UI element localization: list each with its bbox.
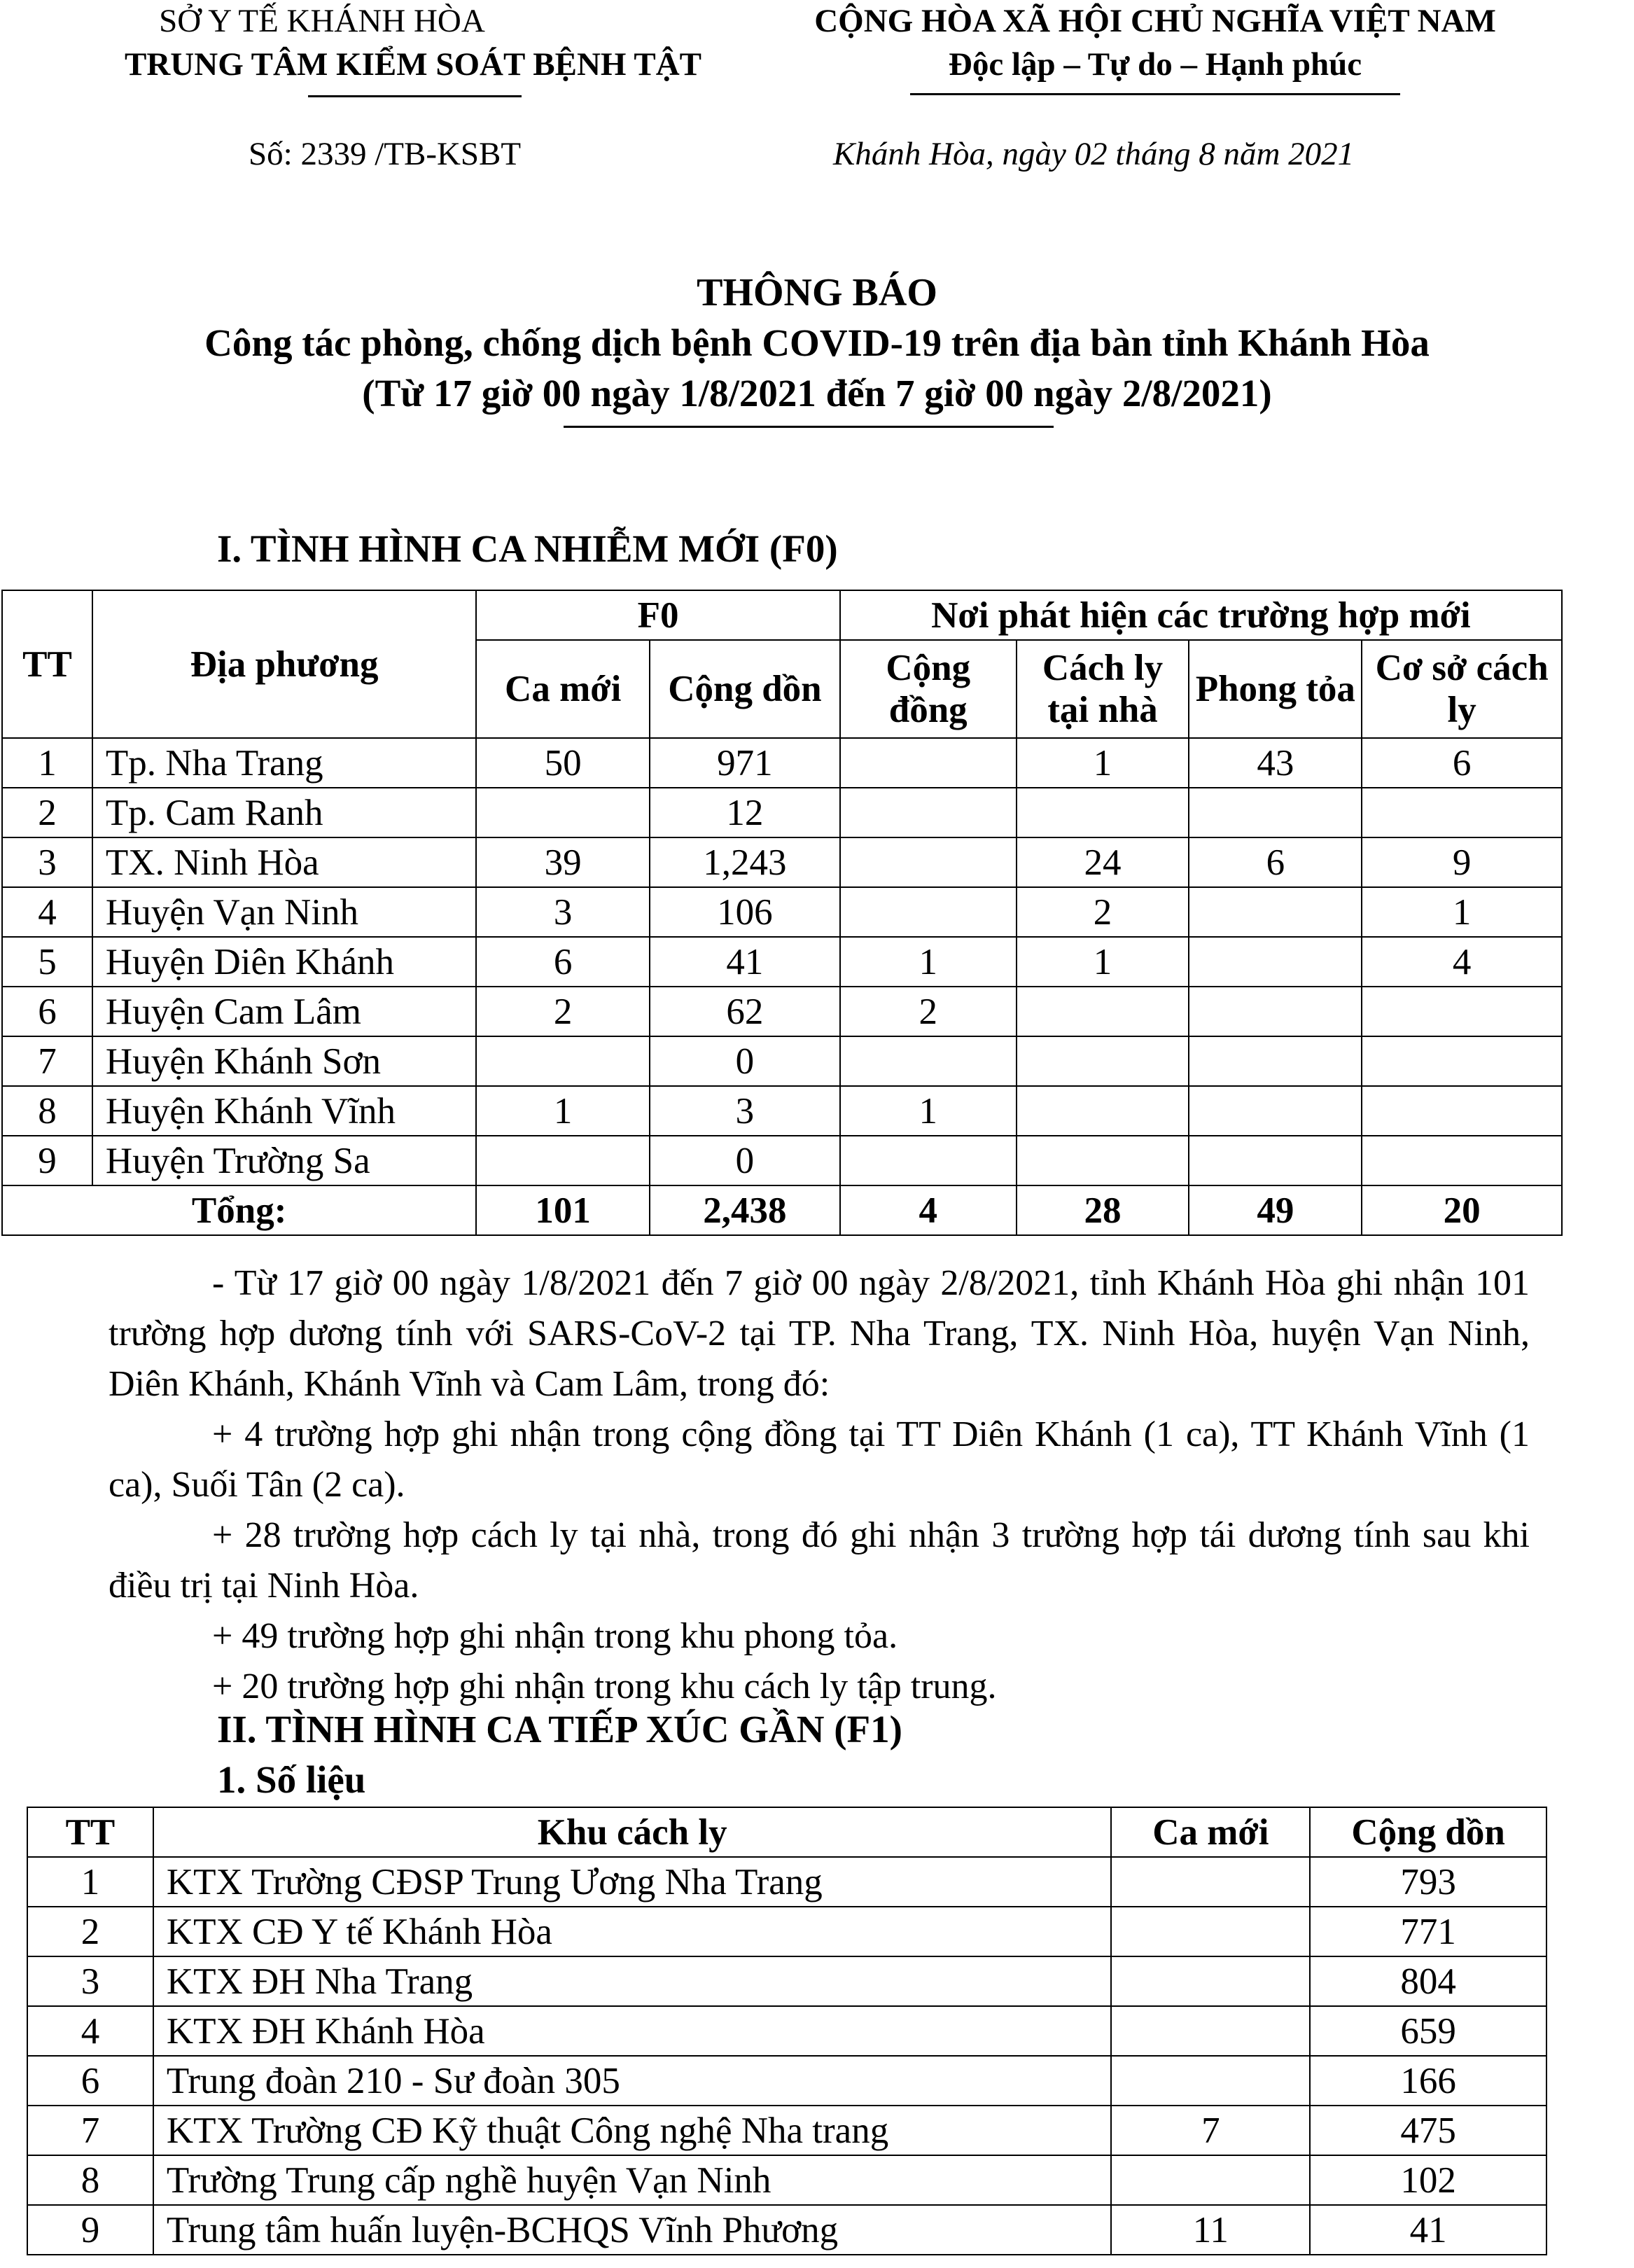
- col-lockdown: Phong tỏa: [1189, 640, 1362, 738]
- cell-cumulative: 804: [1310, 1956, 1546, 2006]
- cell-new-cases: [1111, 1956, 1310, 2006]
- table-row: [2, 738, 1562, 788]
- col-tt: TT: [2, 590, 92, 738]
- cell-tt: 7: [2, 1036, 92, 1086]
- cell-cumulative: 793: [1310, 1857, 1546, 1907]
- cell-cumulative: 1,243: [650, 837, 840, 887]
- cell-tt: 2: [2, 788, 92, 837]
- f1-col-new-cases: Ca mới: [1111, 1807, 1310, 1857]
- table-row: [27, 2205, 1546, 2255]
- cell-home: [1017, 987, 1189, 1036]
- cell-new-cases: 6: [476, 937, 650, 987]
- cell-lockdown: [1189, 937, 1362, 987]
- cell-cumulative: 106: [650, 887, 840, 937]
- cell-new-cases: 11: [1111, 2205, 1310, 2255]
- cell-place: TX. Ninh Hòa: [92, 837, 476, 887]
- cell-tt: 6: [2, 987, 92, 1036]
- document-number: Số: 2339 /TB-KSBT: [249, 136, 522, 172]
- cell-zone: Trường Trung cấp nghề huyện Vạn Ninh: [153, 2155, 1112, 2205]
- f1-col-zone: Khu cách ly: [153, 1807, 1112, 1857]
- cell-lockdown: [1189, 987, 1362, 1036]
- cell-cumulative: 62: [650, 987, 840, 1036]
- right-header-rule: [910, 93, 1400, 95]
- table-row: [2, 937, 1562, 987]
- cell-home: [1017, 1036, 1189, 1086]
- cell-home: [1017, 1086, 1189, 1136]
- section-2-heading: II. TÌNH HÌNH CA TIẾP XÚC GẦN (F1): [217, 1708, 902, 1751]
- cell-facility: [1362, 1086, 1562, 1136]
- cell-community: 1: [840, 937, 1017, 987]
- cell-tt: 9: [2, 1136, 92, 1185]
- lockdown-paragraph: + 49 trường hợp ghi nhận trong khu phong tỏa.: [212, 1616, 898, 1656]
- cell-cumulative: 102: [1310, 2155, 1546, 2205]
- cell-tt: 1: [27, 1857, 153, 1907]
- cell-community: [840, 887, 1017, 937]
- cell-new-cases: [476, 788, 650, 837]
- cell-community: 1: [840, 1086, 1017, 1136]
- col-found: Nơi phát hiện các trường hợp mới: [840, 590, 1562, 640]
- cell-tt: 1: [2, 738, 92, 788]
- cell-lockdown: [1189, 1036, 1362, 1086]
- facility-paragraph: + 20 trường hợp ghi nhận trong khu cách ly tập trung.: [212, 1667, 997, 1706]
- total-row: [2, 1185, 1562, 1235]
- cell-new-cases: [1111, 1907, 1310, 1956]
- cell-new-cases: [476, 1036, 650, 1086]
- cell-zone: Trung đoàn 210 - Sư đoàn 305: [153, 2056, 1112, 2106]
- cell-cumulative: 3: [650, 1086, 840, 1136]
- cell-tt: 9: [27, 2205, 153, 2255]
- cell-community: [840, 837, 1017, 887]
- cell-place: Huyện Vạn Ninh: [92, 887, 476, 937]
- cell-cumulative: 12: [650, 788, 840, 837]
- table-row: [27, 2155, 1546, 2205]
- cell-new-cases: 39: [476, 837, 650, 887]
- cell-cumulative: 0: [650, 1036, 840, 1086]
- table-row: [2, 837, 1562, 887]
- cell-lockdown: 6: [1189, 837, 1362, 887]
- cell-community: [840, 788, 1017, 837]
- agency-name: SỞ Y TẾ KHÁNH HÒA: [159, 3, 485, 39]
- cell-lockdown: [1189, 1136, 1362, 1185]
- cell-place: Huyện Khánh Vĩnh: [92, 1086, 476, 1136]
- center-name: TRUNG TÂM KIỂM SOÁT BỆNH TẬT: [125, 46, 701, 83]
- cell-home: [1017, 1136, 1189, 1185]
- cell-facility: 1: [1362, 887, 1562, 937]
- cell-place: Huyện Cam Lâm: [92, 987, 476, 1036]
- cell-lockdown: 43: [1189, 738, 1362, 788]
- cell-new-cases: [1111, 2006, 1310, 2056]
- table-row: [27, 1907, 1546, 1956]
- cell-cumulative: 41: [650, 937, 840, 987]
- cell-lockdown: [1189, 1086, 1362, 1136]
- left-header-rule: [308, 95, 522, 97]
- cell-lockdown: [1189, 788, 1362, 837]
- cell-community: [840, 1036, 1017, 1086]
- cell-place: Huyện Diên Khánh: [92, 937, 476, 987]
- table-row: [27, 2106, 1546, 2155]
- col-facility: Cơ sở cách ly: [1362, 640, 1562, 738]
- table-row: [27, 1857, 1546, 1907]
- cell-place: Tp. Nha Trang: [92, 738, 476, 788]
- cell-new-cases: [476, 1136, 650, 1185]
- col-home: Cách ly tại nhà: [1017, 640, 1189, 738]
- document-subject: Công tác phòng, chống dịch bệnh COVID-19 trên địa bàn tỉnh Khánh Hòa: [204, 321, 1430, 364]
- cell-new-cases: 2: [476, 987, 650, 1036]
- col-community: Cộng đồng: [840, 640, 1017, 738]
- table-row: [2, 1136, 1562, 1185]
- cell-cumulative: 0: [650, 1136, 840, 1185]
- cell-cumulative: 41: [1310, 2205, 1546, 2255]
- table-row: [2, 1036, 1562, 1086]
- total-facility: 20: [1362, 1185, 1562, 1235]
- cell-facility: [1362, 987, 1562, 1036]
- title-rule: [564, 426, 1054, 428]
- motto: Độc lập – Tự do – Hạnh phúc: [948, 46, 1362, 83]
- cell-place: Tp. Cam Ranh: [92, 788, 476, 837]
- col-new-cases: Ca mới: [476, 640, 650, 738]
- cell-new-cases: [1111, 1857, 1310, 1907]
- cell-tt: 6: [27, 2056, 153, 2106]
- total-home: 28: [1017, 1185, 1189, 1235]
- cell-community: 2: [840, 987, 1017, 1036]
- summary-text: [109, 1258, 1530, 1712]
- total-new-cases: 101: [476, 1185, 650, 1235]
- table-row: [2, 887, 1562, 937]
- cell-facility: [1362, 1136, 1562, 1185]
- cell-tt: 7: [27, 2106, 153, 2155]
- cell-cumulative: 771: [1310, 1907, 1546, 1956]
- table-row: [2, 788, 1562, 837]
- table-row: [2, 987, 1562, 1036]
- document-period: (Từ 17 giờ 00 ngày 1/8/2021 đến 7 giờ 00 ngày 2/8/2021): [362, 372, 1272, 415]
- cell-facility: 9: [1362, 837, 1562, 887]
- col-place: Địa phương: [92, 590, 476, 738]
- cell-facility: [1362, 1036, 1562, 1086]
- total-cumulative: 2,438: [650, 1185, 840, 1235]
- table-row: [2, 1086, 1562, 1136]
- cell-zone: Trung tâm huấn luyện-BCHQS Vĩnh Phương: [153, 2205, 1112, 2255]
- cell-tt: 5: [2, 937, 92, 987]
- cell-cumulative: 475: [1310, 2106, 1546, 2155]
- cell-place: Huyện Trường Sa: [92, 1136, 476, 1185]
- cell-tt: 2: [27, 1907, 153, 1956]
- place-date: Khánh Hòa, ngày 02 tháng 8 năm 2021: [833, 136, 1355, 172]
- cell-new-cases: 1: [476, 1086, 650, 1136]
- total-community: 4: [840, 1185, 1017, 1235]
- summary-paragraph: - Từ 17 giờ 00 ngày 1/8/2021 đến 7 giờ 00 ngày 2/8/2021, tỉnh Khánh Hòa ghi nhận 101 trường hợp dương tính với SARS-CoV-2 tại TP. Nha Trang, TX. Ninh Hòa, huyện Vạn Ninh, Diên Khánh, Khánh Vĩnh và Cam Lâm, trong đó:: [109, 1263, 1530, 1404]
- cell-facility: 6: [1362, 738, 1562, 788]
- cell-new-cases: 3: [476, 887, 650, 937]
- document-title: THÔNG BÁO: [697, 271, 937, 314]
- cell-zone: KTX Trường CĐSP Trung Ương Nha Trang: [153, 1857, 1112, 1907]
- cell-zone: KTX ĐH Nha Trang: [153, 1956, 1112, 2006]
- col-cumulative: Cộng dồn: [650, 640, 840, 738]
- cell-home: 24: [1017, 837, 1189, 887]
- cell-new-cases: [1111, 2155, 1310, 2205]
- cell-tt: 3: [2, 837, 92, 887]
- community-paragraph: + 4 trường hợp ghi nhận trong cộng đồng tại TT Diên Khánh (1 ca), TT Khánh Vĩnh (1 ca), Suối Tân (2 ca).: [109, 1414, 1530, 1505]
- cell-home: 1: [1017, 937, 1189, 987]
- cell-zone: KTX Trường CĐ Kỹ thuật Công nghệ Nha trang: [153, 2106, 1112, 2155]
- col-f0: F0: [476, 590, 840, 640]
- table-row: [27, 2056, 1546, 2106]
- cell-facility: 4: [1362, 937, 1562, 987]
- cell-home: 1: [1017, 738, 1189, 788]
- country-name: CỘNG HÒA XÃ HỘI CHỦ NGHĨA VIỆT NAM: [814, 3, 1496, 39]
- cell-facility: [1362, 788, 1562, 837]
- cell-home: [1017, 788, 1189, 837]
- cell-tt: 4: [2, 887, 92, 937]
- cell-zone: KTX ĐH Khánh Hòa: [153, 2006, 1112, 2056]
- f1-col-cumulative: Cộng dồn: [1310, 1807, 1546, 1857]
- f0-table: [1, 590, 1563, 1236]
- cell-lockdown: [1189, 887, 1362, 937]
- table-row: [27, 2006, 1546, 2056]
- cell-new-cases: 7: [1111, 2106, 1310, 2155]
- section-1-heading: I. TÌNH HÌNH CA NHIỄM MỚI (F0): [217, 527, 838, 570]
- cell-tt: 3: [27, 1956, 153, 2006]
- cell-place: Huyện Khánh Sơn: [92, 1036, 476, 1086]
- section-2-subheading: 1. Số liệu: [217, 1758, 366, 1801]
- cell-tt: 8: [27, 2155, 153, 2205]
- f1-col-tt: TT: [27, 1807, 153, 1857]
- table-row: [27, 1956, 1546, 2006]
- cell-cumulative: 659: [1310, 2006, 1546, 2056]
- total-label: Tổng:: [2, 1185, 476, 1235]
- cell-home: 2: [1017, 887, 1189, 937]
- cell-new-cases: 50: [476, 738, 650, 788]
- home-isolation-paragraph: + 28 trường hợp cách ly tại nhà, trong đó ghi nhận 3 trường hợp tái dương tính sau khi điều trị tại Ninh Hòa.: [109, 1515, 1530, 1606]
- cell-cumulative: 971: [650, 738, 840, 788]
- cell-community: [840, 738, 1017, 788]
- f1-table: [27, 1807, 1547, 2255]
- cell-community: [840, 1136, 1017, 1185]
- cell-zone: KTX CĐ Y tế Khánh Hòa: [153, 1907, 1112, 1956]
- cell-tt: 8: [2, 1086, 92, 1136]
- total-lockdown: 49: [1189, 1185, 1362, 1235]
- cell-cumulative: 166: [1310, 2056, 1546, 2106]
- cell-new-cases: [1111, 2056, 1310, 2106]
- cell-tt: 4: [27, 2006, 153, 2056]
